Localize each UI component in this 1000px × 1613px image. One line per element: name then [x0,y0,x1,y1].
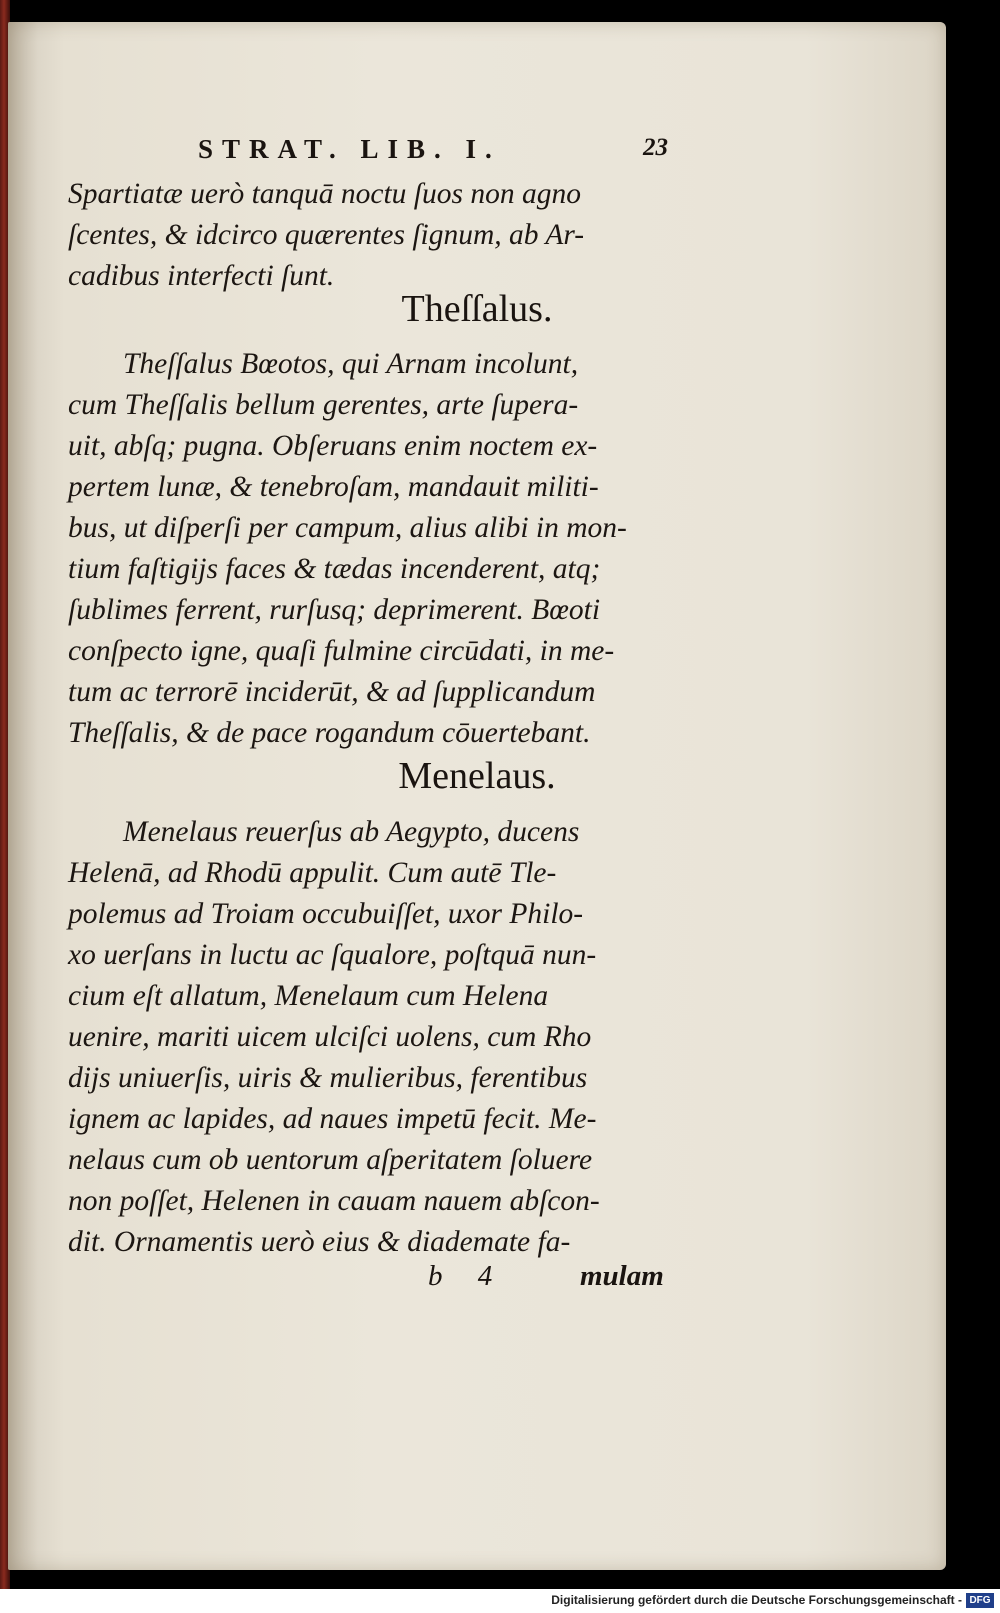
text-line: dijs uniuerſis, uiris & mulieribus, ferentibus [68,1062,588,1094]
text-line: uit, abſq; pugna. Obſeruans enim noctem ex- [68,430,598,462]
book-page [8,22,946,1570]
text-line: dit. Ornamentis uerò eius & diademate fa- [68,1226,571,1258]
section-heading: Theſſalus. [401,288,553,330]
running-head [188,134,668,174]
text-line: nelaus cum ob uentorum aſperitatem ſoluere [68,1144,593,1176]
running-head-title: STRAT. LIB. I. [198,134,501,164]
text-line: Spartiatæ uerò tanquā noctu ſuos non agno [68,178,581,210]
section-heading: Menelaus. [398,755,556,797]
credit-bar [0,1589,1000,1613]
funding-credit: Digitalisierung gefördert durch die Deutsche Forschungsgemeinschaft - [551,1593,962,1607]
dfg-logo-icon: DFG [966,1593,994,1608]
text-line: ignem ac lapides, ad naues impetū fecit. Me- [68,1103,597,1135]
text-line: bus, ut diſperſi per campum, alius alibi in mon- [68,512,627,544]
text-line: non poſſet, Helenen in cauam nauem abſcon- [68,1185,600,1217]
text-line: pertem lunæ, & tenebroſam, mandauit militi- [68,471,599,503]
catchword: mulam [580,1260,664,1292]
page-number: 23 [643,134,668,161]
text-line: uenire, mariti uicem ulciſci uolens, cum Rho [68,1021,592,1053]
text-line: Theſſalus Bœotos, qui Arnam incolunt, [123,348,579,380]
text-line: cum Theſſalis bellum gerentes, arte ſupera- [68,389,579,421]
text-line: polemus ad Troiam occubuiſſet, uxor Philo- [68,898,584,930]
text-line: cadibus interfecti ſunt. [68,260,335,292]
signature-mark: b 4 [428,1260,507,1292]
text-line: conſpecto igne, quaſi fulmine circūdati, in me- [68,635,615,667]
text-line: Menelaus reuerſus ab Aegypto, ducens [123,816,580,848]
text-line: ſcentes, & idcirco quærentes ſignum, ab Ar- [68,219,585,251]
text-line: cium eſt allatum, Menelaum cum Helena [68,980,549,1012]
text-line: Theſſalis, & de pace rogandum cōuertebant. [68,717,591,749]
text-line: tium faſtigijs faces & tædas incenderent, atq; [68,553,601,585]
text-line: xo uerſans in luctu ac ſqualore, poſtquā nun- [68,939,597,971]
text-line: Helenā, ad Rhodū appulit. Cum autē Tle- [68,857,557,889]
text-line: ſublimes ferrent, rurſusq; deprimerent. Bœoti [68,594,601,626]
text-line: tum ac terrorē inciderūt, & ad ſupplicandum [68,676,596,708]
